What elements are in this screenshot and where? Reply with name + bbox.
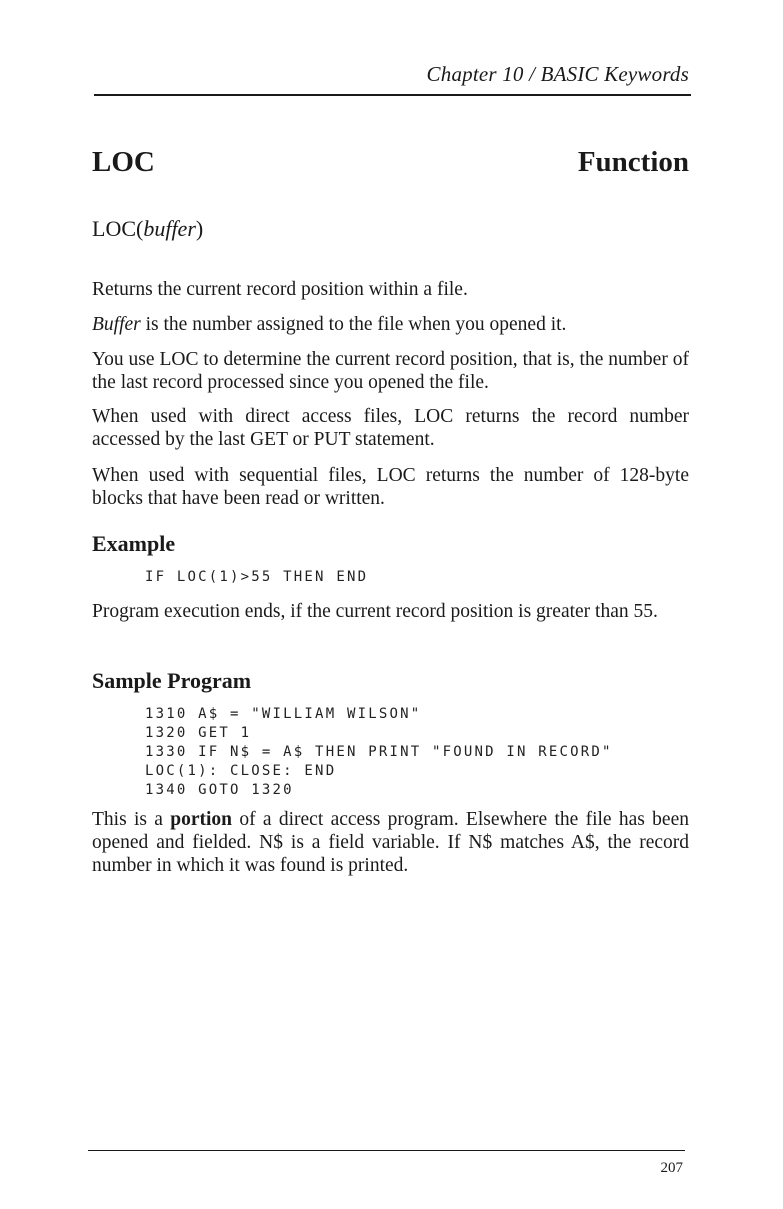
code-line: 1310 A$ = "WILLIAM WILSON" [145,706,422,722]
footer-rule [88,1150,685,1151]
code-line: 1330 IF N$ = A$ THEN PRINT "FOUND IN RECORD" [145,744,613,760]
usage-paragraph: You use LOC to determine the current record position, that is, the number of the last record processed since you opened the file. [92,349,689,393]
code-line: 1340 GOTO 1320 [145,782,294,798]
note-text-end: of a direct access program. Elsewhere the file has been opened and fielded. N$ is a field variable. If N$ matches A$, the record number in which it was found is printed. [92,809,689,876]
header-rule [94,94,691,96]
syntax-open-paren: ( [136,216,144,241]
sample-program-note [92,808,689,877]
sample-program-heading: Sample Program [92,668,252,693]
buffer-paragraph [92,313,689,336]
example-code: IF LOC(1)>55 THEN END [145,569,369,585]
syntax-close-paren: ) [195,216,204,241]
buffer-term: Buffer [92,314,141,335]
example-explanation: Program execution ends, if the current record position is greater than 55. [92,601,658,622]
sequential-paragraph: When used with sequential files, LOC returns the number of 128-byte blocks that have been read or written. [92,465,689,509]
running-head: Chapter 10 / BASIC Keywords [426,62,689,86]
syntax-keyword: LOC [92,216,136,241]
direct-access-paragraph: When used with direct access files, LOC returns the record number accessed by the last GET or PUT statement. [92,406,689,450]
entry-title-row [92,146,689,186]
syntax-argument: buffer [143,216,196,241]
example-heading: Example [92,531,176,556]
page-number: 207 [660,1160,683,1176]
note-bold-word: portion [170,809,233,830]
syntax-line [92,216,203,242]
code-line: 1320 GET 1 [145,725,252,741]
keyword-title: LOC [92,146,155,178]
entry-kind-label: Function [577,146,689,178]
buffer-definition: is the number assigned to the file when you opened it. [140,314,567,335]
note-text-start: This is a [92,809,171,830]
description-paragraph: Returns the current record position within a file. [92,279,468,300]
code-line: LOC(1): CLOSE: END [145,763,337,779]
